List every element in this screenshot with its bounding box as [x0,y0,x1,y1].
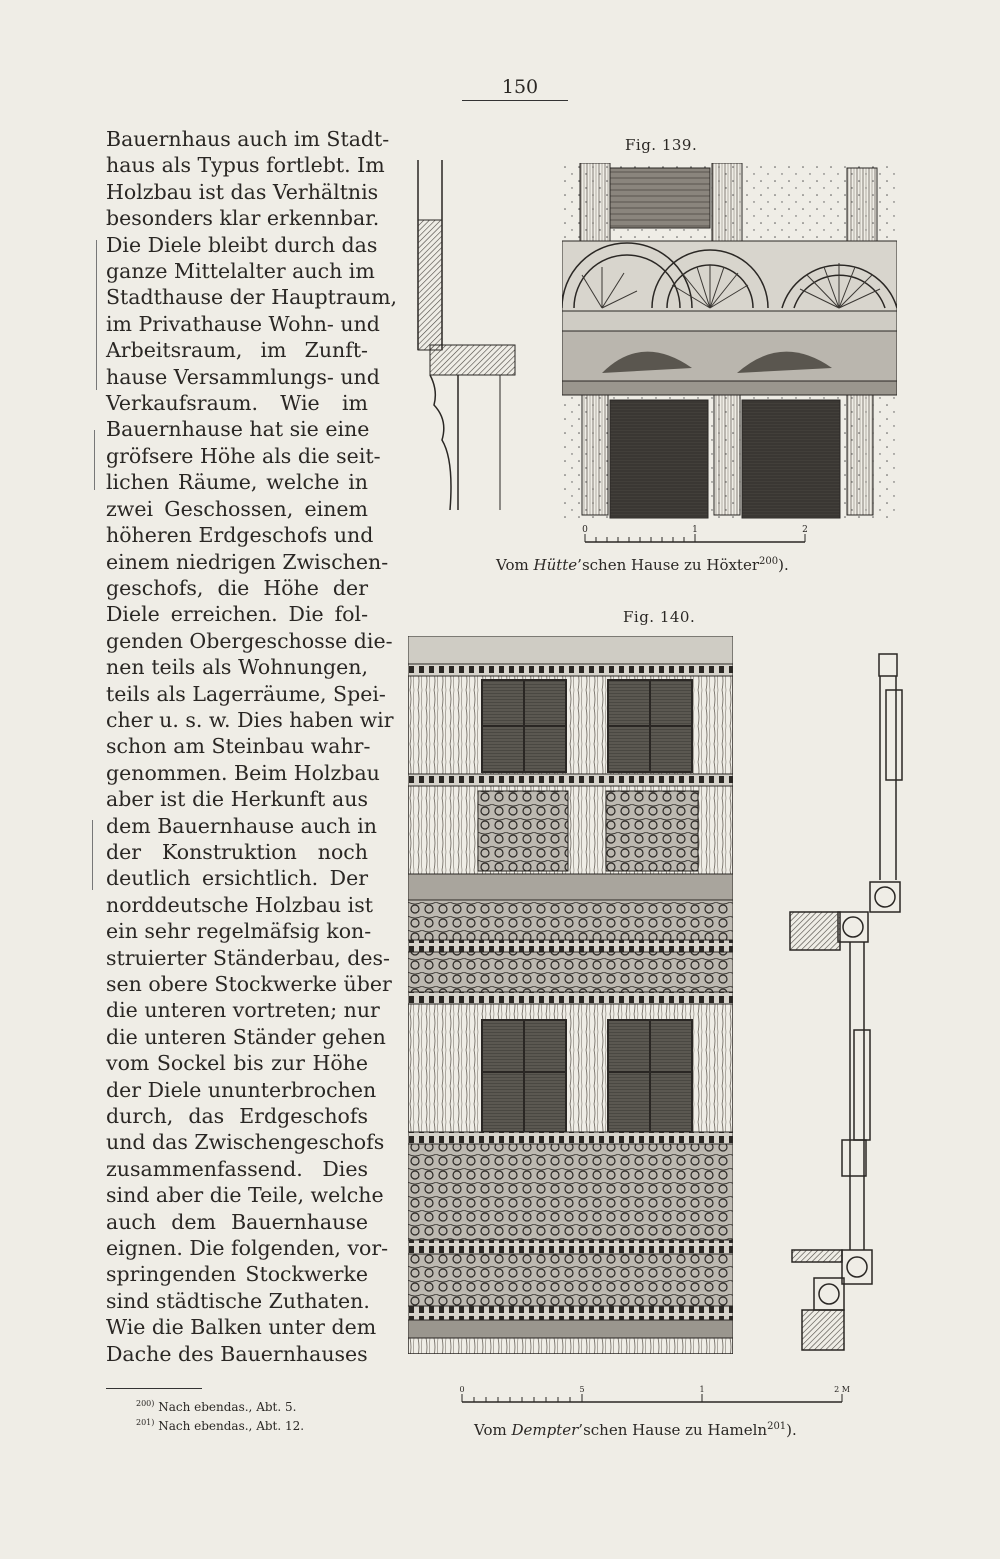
scale-label: 2 [802,525,808,535]
body-text-line: ein sehr regelmäfsig kon- [106,919,372,944]
body-text-line: Arbeitsraum, im Zunft- [106,338,368,363]
fig-139-caption: Vom Hütte’schen Hause zu Höxter$^{200}$). [496,556,789,574]
body-text-line: Bauernhaus auch im Stadt- [106,127,390,151]
fig-140-facade-drawing [408,636,733,1354]
footnote-201: $^{201)}$ Nach ebendas., Abt. 12. [136,1418,305,1433]
body-text-line: Dache des Bauernhauses [106,1341,368,1366]
fig-140-section-drawing [784,650,909,1360]
body-text-line: cher u. s. w. Dies haben wir [106,707,394,732]
body-text-line: schon am Steinbau wahr- [106,734,371,759]
scale-label: 2 M [834,1385,850,1394]
body-text-line: einem niedrigen Zwischen- [106,549,389,574]
body-text-line: hause Versammlungs- und [106,364,380,389]
margin-pencil-mark [92,820,93,890]
body-text-line: sen obere Stockwerke über [106,972,392,996]
fig-139-facade-drawing [562,163,897,520]
body-text-line: springenden Stockwerke [106,1262,368,1287]
body-text-line: eignen. Die folgenden, vor- [106,1236,389,1261]
body-text-line: zusammenfassend. Dies [106,1156,368,1181]
body-text-line: Bauernhause hat sie eine [106,417,370,442]
footnotes [136,1396,304,1434]
body-text-line: sind aber die Teile, welche [106,1183,384,1208]
body-text-line: genden Obergeschosse die- [106,628,393,653]
scale-label: 5 [579,1385,585,1394]
fig-140-scale-bar [452,1384,852,1414]
header-rule [462,100,568,101]
fig-140-label: Fig. 140. [623,608,696,626]
body-text-line: ganze Mittelalter auch im [106,259,375,284]
footnote-200: $^{200)}$ Nach ebendas., Abt. 5. [136,1399,297,1414]
fig-139-section-drawing [410,160,520,520]
body-text-line: vom Sockel bis zur Höhe [106,1051,368,1076]
body-text-line: teils als Lagerräume, Spei- [106,681,386,706]
body-text-line: Verkaufsraum. Wie im [106,391,368,416]
body-text-line: struierter Ständerbau, des- [106,945,390,970]
body-text-line: höheren Erdgeschofs und [106,523,374,548]
scale-label: 0 [582,525,588,535]
body-text-line: der Konstruktion noch [106,839,368,864]
margin-pencil-mark [96,240,97,390]
body-text-line: nen teils als Wohnungen, [106,655,368,680]
body-text-line: Diele erreichen. Die fol- [106,602,368,627]
body-text-line: genommen. Beim Holzbau [106,760,380,785]
body-text-line: die unteren vortreten; nur [106,998,380,1023]
footnote-rule [106,1388,202,1389]
page-number: 150 [501,76,539,98]
fig-139-scale-bar [575,522,815,550]
body-text-line: gröfsere Höhe als die seit- [106,443,381,468]
scale-label: 0 [459,1385,465,1394]
body-text-line: der Diele ununterbrochen [106,1077,377,1102]
body-text-line: norddeutsche Holzbau ist [106,892,373,917]
body-text-line: Stadthause der Hauptraum, [106,285,398,310]
body-text-line: geschofs, die Höhe der [106,575,368,600]
body-text-line: dem Bauernhause auch in [106,813,378,838]
body-text-line: die unteren Ständer gehen [106,1024,386,1049]
body-text-line: und das Zwischengeschofs [106,1130,385,1155]
scale-label: 1 [692,525,698,535]
body-text-line: Wie die Balken unter dem [106,1315,377,1340]
body-text-line: auch dem Bauernhause [106,1209,368,1234]
body-text-line: sind städtische Zuthaten. [106,1288,370,1313]
body-text-line: Die Diele bleibt durch das [106,232,378,257]
body-text-line: besonders klar erkennbar. [106,206,380,231]
body-text-line: lichen Räume, welche in [106,470,368,495]
scale-label: 1 [699,1385,705,1394]
body-text-line: Holzbau ist das Verhältnis [106,179,379,204]
fig-139-label: Fig. 139. [625,136,698,154]
body-text-line: haus als Typus fortlebt. Im [106,153,385,178]
fig-140-caption: Vom Dempter’schen Hause zu Hameln$^{201}$). [474,1421,797,1439]
body-text-line: durch, das Erdgeschofs [106,1104,368,1129]
body-text-column [106,126,398,1367]
body-text-line: deutlich ersichtlich. Der [106,866,368,891]
body-text-line: im Privathause Wohn- und [106,311,380,336]
margin-pencil-mark [94,430,95,490]
body-text-line: zwei Geschossen, einem [106,496,368,521]
body-text-line: aber ist die Herkunft aus [106,787,368,812]
